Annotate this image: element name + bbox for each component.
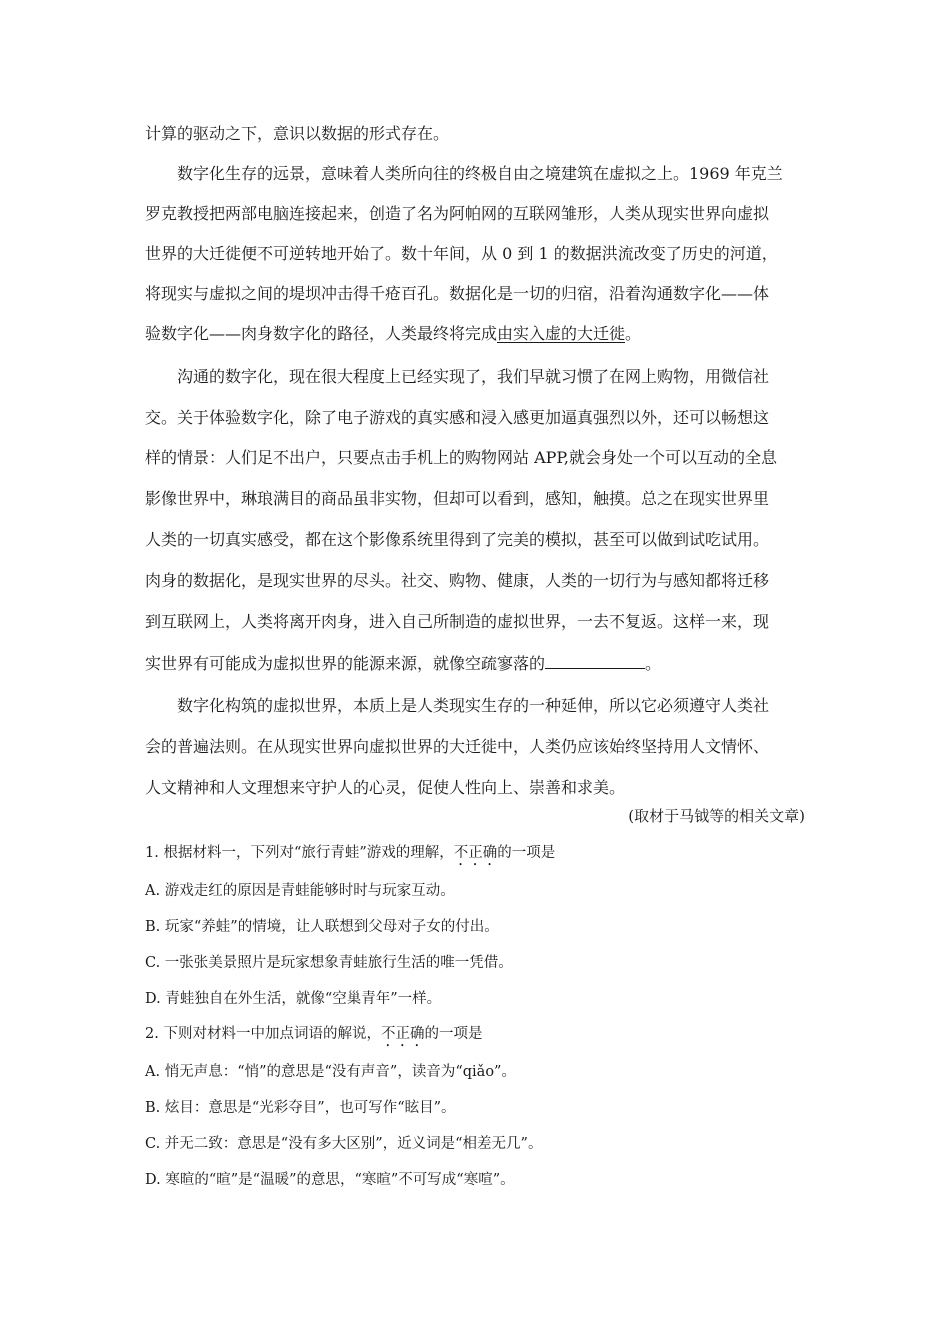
question-2-stem: [145, 1024, 482, 1050]
source-citation: (取材于马钺等的相关文章): [628, 807, 805, 825]
text-span: 的一项是: [497, 845, 556, 861]
paragraph-line: 样的情景：人们足不出户，只要点击手机上的购物网站 APP,就会身处一个可以互动的全息: [145, 448, 778, 467]
text-span: 。: [645, 654, 662, 673]
paragraph-line: 沟通的数字化，现在很大程度上已经实现了，我们早就习惯了在网上购物，用微信社: [177, 367, 770, 386]
paragraph-line: 数字化生存的远景，意味着人类所向往的终极自由之境建筑在虚拟之上。1969 年克兰: [177, 164, 783, 183]
paragraph-line: 影像世界中，琳琅满目的商品虽非实物，但却可以看到，感知，触摸。总之在现实世界里: [145, 489, 770, 508]
question-1-stem: [145, 843, 555, 869]
paragraph-line: 将现实与虚拟之间的堤坝冲击得千疮百孔。数据化是一切的归宿，沿着沟通数字化——体: [145, 284, 770, 303]
paragraph-line: 会的普遍法则。在从现实世界向虚拟世界的大迁徙中，人类仍应该始终坚持用人文情怀、: [145, 737, 770, 756]
emphasis-dotted: 不正确: [380, 1026, 425, 1042]
paragraph-line: [145, 324, 641, 344]
question-2-option-c: C. 并无二致：意思是“没有多大区别”，近义词是“相差无几”。: [145, 1136, 543, 1152]
question-2-option-d: D. 寒暄的“暄”是“温暖”的意思，“寒暄”不可写成“寒喧”。: [145, 1172, 515, 1188]
text-span: 。: [625, 324, 642, 343]
paragraph-line: 人类的一切真实感受，都在这个影像系统里得到了完美的模拟，甚至可以做到试吃试用。: [145, 530, 770, 549]
emphasis-dotted: 不正确: [453, 845, 498, 861]
question-1-option-a: A. 游戏走红的原因是青蛙能够时时与玩家互动。: [145, 883, 455, 899]
paragraph-line: 人文精神和人文理想来守护人的心灵，促使人性向上、崇善和求美。: [145, 778, 626, 797]
paragraph-line: 罗克教授把两部电脑连接起来，创造了名为阿帕网的互联网雏形，人类从现实世界向虚拟: [145, 204, 770, 223]
paragraph-line: 数字化构筑的虚拟世界，本质上是人类现实生存的一种延伸，所以它必须遵守人类社: [177, 696, 770, 715]
text-span: 验数字化——肉身数字化的路径，人类最终将完成: [145, 324, 498, 343]
question-1-option-c: C. 一张张美景照片是玩家想象青蛙旅行生活的唯一凭借。: [145, 955, 513, 971]
text-span: 的一项是: [424, 1026, 483, 1042]
question-1-option-b: B. 玩家“养蛙”的情境，让人联想到父母对子女的付出。: [145, 919, 499, 935]
text-span: 实世界有可能成为虚拟世界的能源来源，就像空疏寥落的: [145, 654, 546, 673]
text-span: 1. 根据材料一，下列对“旅行青蛙”游戏的理解，: [145, 845, 454, 861]
text-span: 2. 下则对材料一中加点词语的解说，: [145, 1026, 381, 1042]
paragraph-line: [145, 653, 661, 673]
underlined-phrase: 由实入虚的大迁徙: [497, 324, 626, 343]
fill-in-blank: [545, 653, 645, 669]
paragraph-line: 交。关于体验数字化，除了电子游戏的真实感和浸入感更加逼真强烈以外，还可以畅想这: [145, 408, 770, 427]
paragraph-line: 世界的大迁徙便不可逆转地开始了。数十年间，从 0 到 1 的数据洪流改变了历史的河道，: [145, 244, 778, 263]
question-2-option-b: B. 炫目：意思是“光彩夺目”，也可写作“眩目”。: [145, 1100, 456, 1116]
question-2-option-a: A. 悄无声息：“悄”的意思是“没有声音”，读音为“qiǎo”。: [145, 1064, 516, 1080]
question-1-option-d: D. 青蛙独自在外生活，就像“空巢青年”一样。: [145, 991, 442, 1007]
paragraph-line: 到互联网上，人类将离开肉身，进入自己所制造的虚拟世界，一去不复返。这样一来，现: [145, 612, 770, 631]
paragraph-line: 肉身的数据化，是现实世界的尽头。社交、购物、健康，人类的一切行为与感知都将迁移: [145, 571, 770, 590]
paragraph-line: 计算的驱动之下，意识以数据的形式存在。: [145, 124, 450, 143]
